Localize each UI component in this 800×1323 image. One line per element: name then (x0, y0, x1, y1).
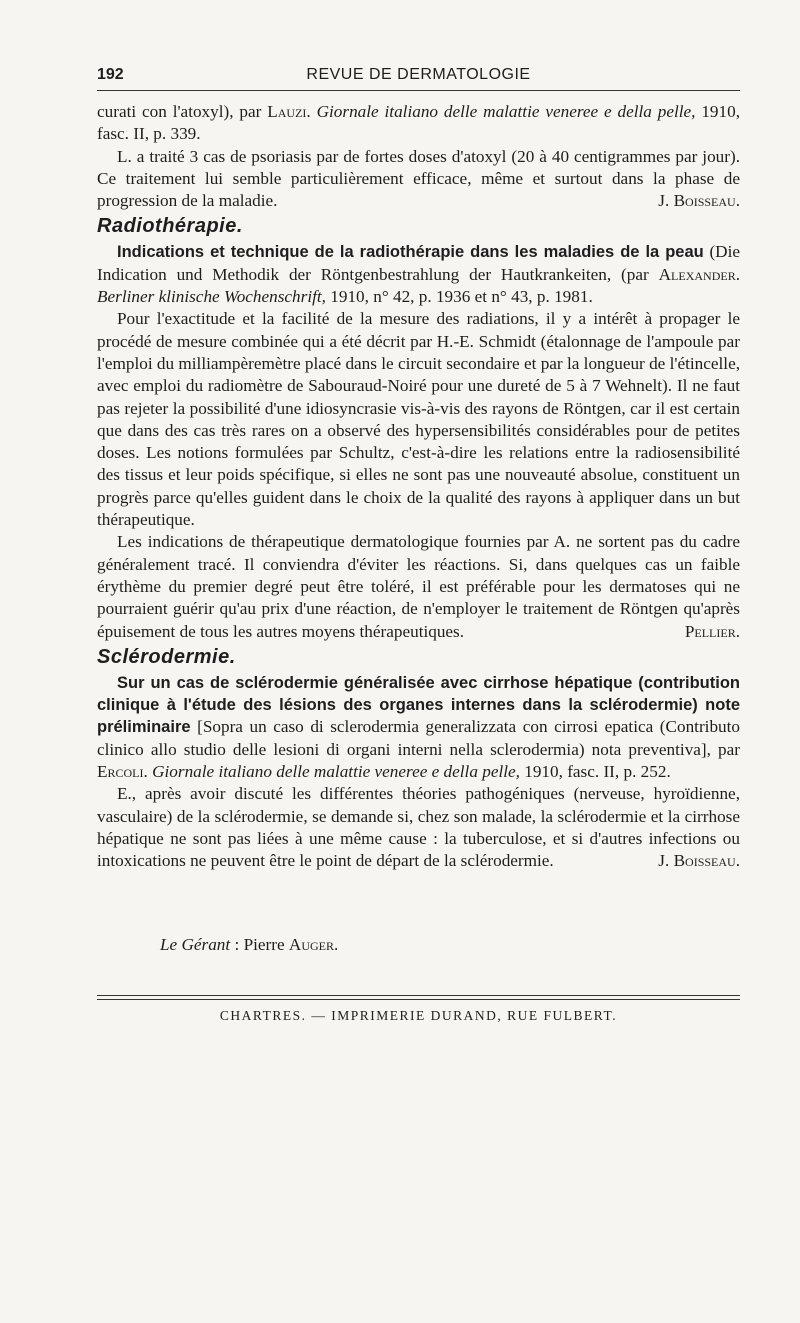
page-number: 192 (97, 66, 124, 83)
printer-imprint: CHARTRES. — IMPRIMERIE DURAND, RUE FULBERT. (219, 1007, 618, 1023)
article-title-radiotherapie: Indications et technique de la radiothérapie dans les maladies de la peau (Die Indication und Methodik der Röntgenbestrahlung der Hautkrankeiten, (par Alexander. Berliner klinische Wochenschrift, 1910, n° 42, p. 1936 et n° 43, p. 1981. (97, 242, 740, 307)
journal-name: Berliner klinische Wochenschrift, (97, 287, 326, 307)
body-paragraph: Pour l'exactitude et la facilité de la mesure des radiations, il y a intérêt à propager le procédé de mesure combinée qui a été décrit par H.-E. Schmidt (étalonnage de l'ampoule par l'emploi du milliampèremètre placé dans le circuit secondaire et par la longueur de l'étincelle, avec emploi du radiomètre de Sabouraud-Noiré pour une dureté de 5 à 7 Wehnelt). Il ne faut pas rejeter la possibilité d'une idiosyncrasie vis-à-vis des rayons de Röntgen, car il est certain que dans des cas très rares on a observé des hypersensibilités considérables pour de petites doses. Les notions formulées par Schultz, c'est-à-dire les relations entre la radiosensibilité des tissus et leur poids spécifique, si elles ne sont pas une nouveauté absolue, constituent un progrès parce qu'elles guident dans le choix de la qualité des rayons à appliquer dans un but thérapeutique. (97, 309, 740, 530)
section-heading-radiotherapie: Radiothérapie. (97, 215, 243, 238)
body-paragraph: E., après avoir discuté les différentes théories pathogéniques (nerveuse, hyroïdienne, vasculaire) de la sclérodermie, se demande si, chez son malade, la sclérodermie et la cirrhose hépatique ne sont pas liées à une même cause : la tuberculose, et si d'autres infections ou intoxications ne peuvent être le point de départ de la sclérodermie. J. Boisseau. (97, 783, 740, 872)
author-name: Lauzi (267, 102, 307, 121)
page-header (97, 60, 740, 91)
signature: Pellier. (684, 621, 740, 641)
section-heading-sclerodermie: Sclérodermie. (97, 645, 236, 668)
body-paragraph: Les indications de thérapeutique dermatologique fournies par A. ne sortent pas du cadre généralement tracé. Il conviendra d'éviter les réactions. Si, dans quelques cas un faible érythème du premier degré peut être toléré, il est préférable pour les dermatoses qui ne pourraient guérir qu'au prix d'une réaction, de n'employer le traitement de Röntgen qu'après épuisement de tous les autres moyens thérapeutiques. Pellier. (97, 531, 740, 642)
footer-rule (97, 995, 740, 996)
journal-name: Giornale italiano delle malattie veneree e della pelle, (316, 102, 696, 121)
gerant-line: Le Gérant : Pierre Auger. (160, 934, 339, 954)
author-name: Alexander (658, 264, 736, 284)
article-title-sclerodermie: Sur un cas de sclérodermie généralisée avec cirrhose hépatique (contribution clinique à l'étude des lésions des organes internes dans la sclérodermie) note préliminaire [Sopra un caso di sclerodermia generalizzata con cirrosi epatica (Contributo clinico allo studio delle lesioni di organi interni nella sclerodermia) nota preventiva], par Ercoli. Giornale italiano delle malattie veneree e della pelle, 1910, fasc. II, p. 252. (97, 673, 740, 782)
journal-page (97, 60, 740, 1024)
author-name: Ercoli (97, 762, 144, 782)
signature: J. Boisseau. (658, 191, 740, 211)
signature: J. Boisseau. (658, 851, 740, 871)
intro-paragraph-2: L. a traité 3 cas de psoriasis par de fortes doses d'atoxyl (20 à 40 centigrammes par jour). Ce traitement lui semble particulièrement efficace, même et surtout dans la phase de progression de la maladie. J. Boisseau. (97, 146, 740, 213)
footer-rule (97, 999, 740, 1000)
journal-name: Giornale italiano delle malattie veneree e della pelle, (152, 762, 520, 782)
running-head: REVUE DE DERMATOLOGIE (306, 66, 531, 83)
intro-paragraph-1: curati con l'atoxyl), par Lauzi. Giornale italiano delle malattie veneree e della pelle, 1910, fasc. II, p. 339. (97, 102, 741, 144)
